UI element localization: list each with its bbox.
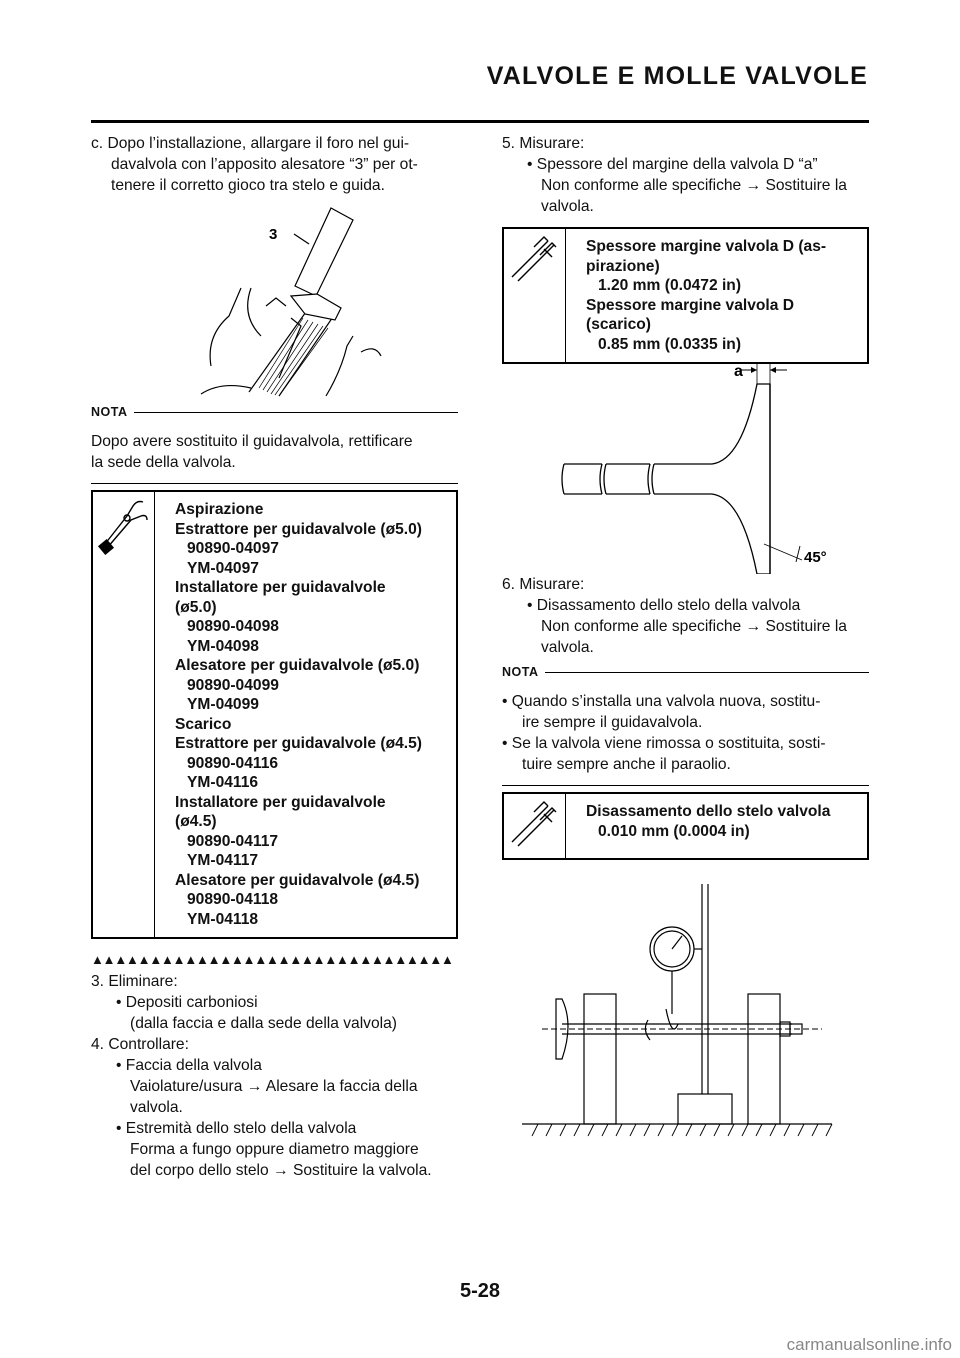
spec-label: (ø4.5) [175,813,217,830]
valve-margin-illustration [502,364,869,574]
step-3-bullet: • Depositi carboniosi [116,994,258,1011]
step-5: 5. Misurare: [502,135,585,152]
step-4-bullet: • Estremità dello stelo della valvola [116,1120,357,1137]
header-rule [91,120,869,123]
spec-label: (ø5.0) [175,598,217,616]
spec-box-margin [502,227,869,364]
spec1-list [566,229,830,362]
end-marker-triangles: ▲▲▲▲▲▲▲▲▲▲▲▲▲▲▲▲▲▲▲▲▲▲▲▲▲▲▲▲▲▲▲ [91,953,453,967]
step-c-line: c. Dopo l’installazione, allargare il foro nel gui- [91,135,410,152]
spec-label: Estrattore per guidavalvole (ø4.5) [175,735,422,752]
spec-value: 90890-04117 [187,832,279,850]
spec2-value: 0.010 mm (0.0004 in) [598,822,750,840]
spec-label: Spessore margine valvola D [586,296,795,314]
special-tool-icon-cell [93,492,155,937]
step-6-detail: Non conforme alle specifiche → Sostituire la [541,618,847,635]
step-3: 3. Eliminare: [91,973,178,990]
tools-list [155,492,426,937]
pliers-tool-icon [93,492,153,562]
nota-bullet: • Quando s’installa una valvola nuova, sostitu- [502,693,821,710]
spec-value: YM-04097 [187,559,259,577]
spec-label: Alesatore per guidavalvole (ø4.5) [175,871,420,889]
step-c-line: tenere il corretto gioco tra stelo e guida. [111,177,385,194]
nota-text: la sede della valvola. [91,454,236,471]
spec-value: 90890-04118 [187,891,279,908]
nota-header [502,662,869,683]
spec-label: Installatore per guidavalvole [175,793,386,811]
step-3-detail: (dalla faccia e dalla sede della valvola) [130,1015,397,1032]
step-5-detail: valvola. [541,198,594,215]
spec-value: YM-04118 [187,910,259,928]
spec-value: 90890-04099 [187,676,279,694]
caliper-icon [504,229,564,289]
step-6: 6. Misurare: [502,576,585,593]
step-5-bullet: • Spessore del margine della valvola D “a” [527,156,818,173]
fig2-label-a: a [734,364,743,380]
spec-value: YM-04116 [187,774,259,791]
spec-value: 90890-04097 [187,540,279,557]
fig2-label-angle: 45° [804,549,827,566]
fig1-callout: 3 [269,226,278,243]
spec-label: (scarico) [586,316,652,333]
spec-label: Installatore per guidavalvole [175,579,386,596]
step-4: 4. Controllare: [91,1036,189,1053]
left-column [91,133,458,1181]
spec-label: Estrattore per guidavalvole (ø5.0) [175,520,422,538]
nota-header [91,402,458,423]
nota-label: NOTA [91,405,128,419]
page-number: 5-28 [459,1280,501,1302]
step-4-detail: Vaiolature/usura → Alesare la faccia della [130,1078,418,1095]
spec-value: YM-04098 [187,637,259,655]
spec-label: Aspirazione [175,501,264,518]
tools-box [91,490,458,939]
nota-end-rule [502,785,869,786]
reamer-illustration [91,196,458,398]
step-4-bullet: • Faccia della valvola [116,1057,262,1074]
step-6-bullet: • Disassamento dello stelo della valvola [527,597,801,614]
step-5-detail: Non conforme alle specifiche → Sostituire la [541,177,847,194]
runout-gauge-illustration [502,874,869,1174]
step-4-detail: valvola. [130,1099,183,1116]
nota-text: Dopo avere sostituito il guidavalvola, rettificare [91,433,413,450]
caliper-icon-cell [504,229,566,362]
spec-label: pirazione) [586,257,660,275]
caliper-icon-cell [504,794,566,858]
spec-value: 90890-04098 [187,618,279,635]
nota-bullet-cont: ire sempre il guidavalvola. [522,714,703,731]
spec-label: Spessore margine valvola D (as- [586,238,827,255]
step-4-detail: del corpo dello stelo → Sostituire la valvola. [130,1162,432,1179]
step-6-detail: valvola. [541,639,594,656]
watermark: carmanualsonline.info [786,1335,952,1354]
nota-rule [545,672,870,673]
spec-value: YM-04117 [187,852,259,869]
spec2-label: Disassamento dello stelo valvola [586,803,831,820]
spec-value: 1.20 mm (0.0472 in) [598,277,742,294]
nota-end-rule [91,483,458,484]
page-title: VALVOLE E MOLLE VALVOLE [486,62,868,90]
spec-label: Scarico [175,715,232,733]
nota-label: NOTA [502,665,539,679]
step-c-line: davalvola con l’apposito alesatore “3” per ot- [111,156,418,173]
step-4-detail: Forma a fungo oppure diametro maggiore [130,1141,419,1158]
spec-value: YM-04099 [187,696,259,713]
nota-bullet: • Se la valvola viene rimossa o sostituita, sosti- [502,735,826,752]
nota-bullet-cont: tuire sempre anche il paraolio. [522,756,731,773]
spec-label: Alesatore per guidavalvole (ø5.0) [175,657,420,674]
nota-rule [134,412,459,413]
right-column [502,133,869,1174]
caliper-icon [504,794,564,854]
spec-value: 0.85 mm (0.0335 in) [598,335,742,353]
spec-box-runout [502,792,869,860]
spec-value: 90890-04116 [187,754,279,772]
